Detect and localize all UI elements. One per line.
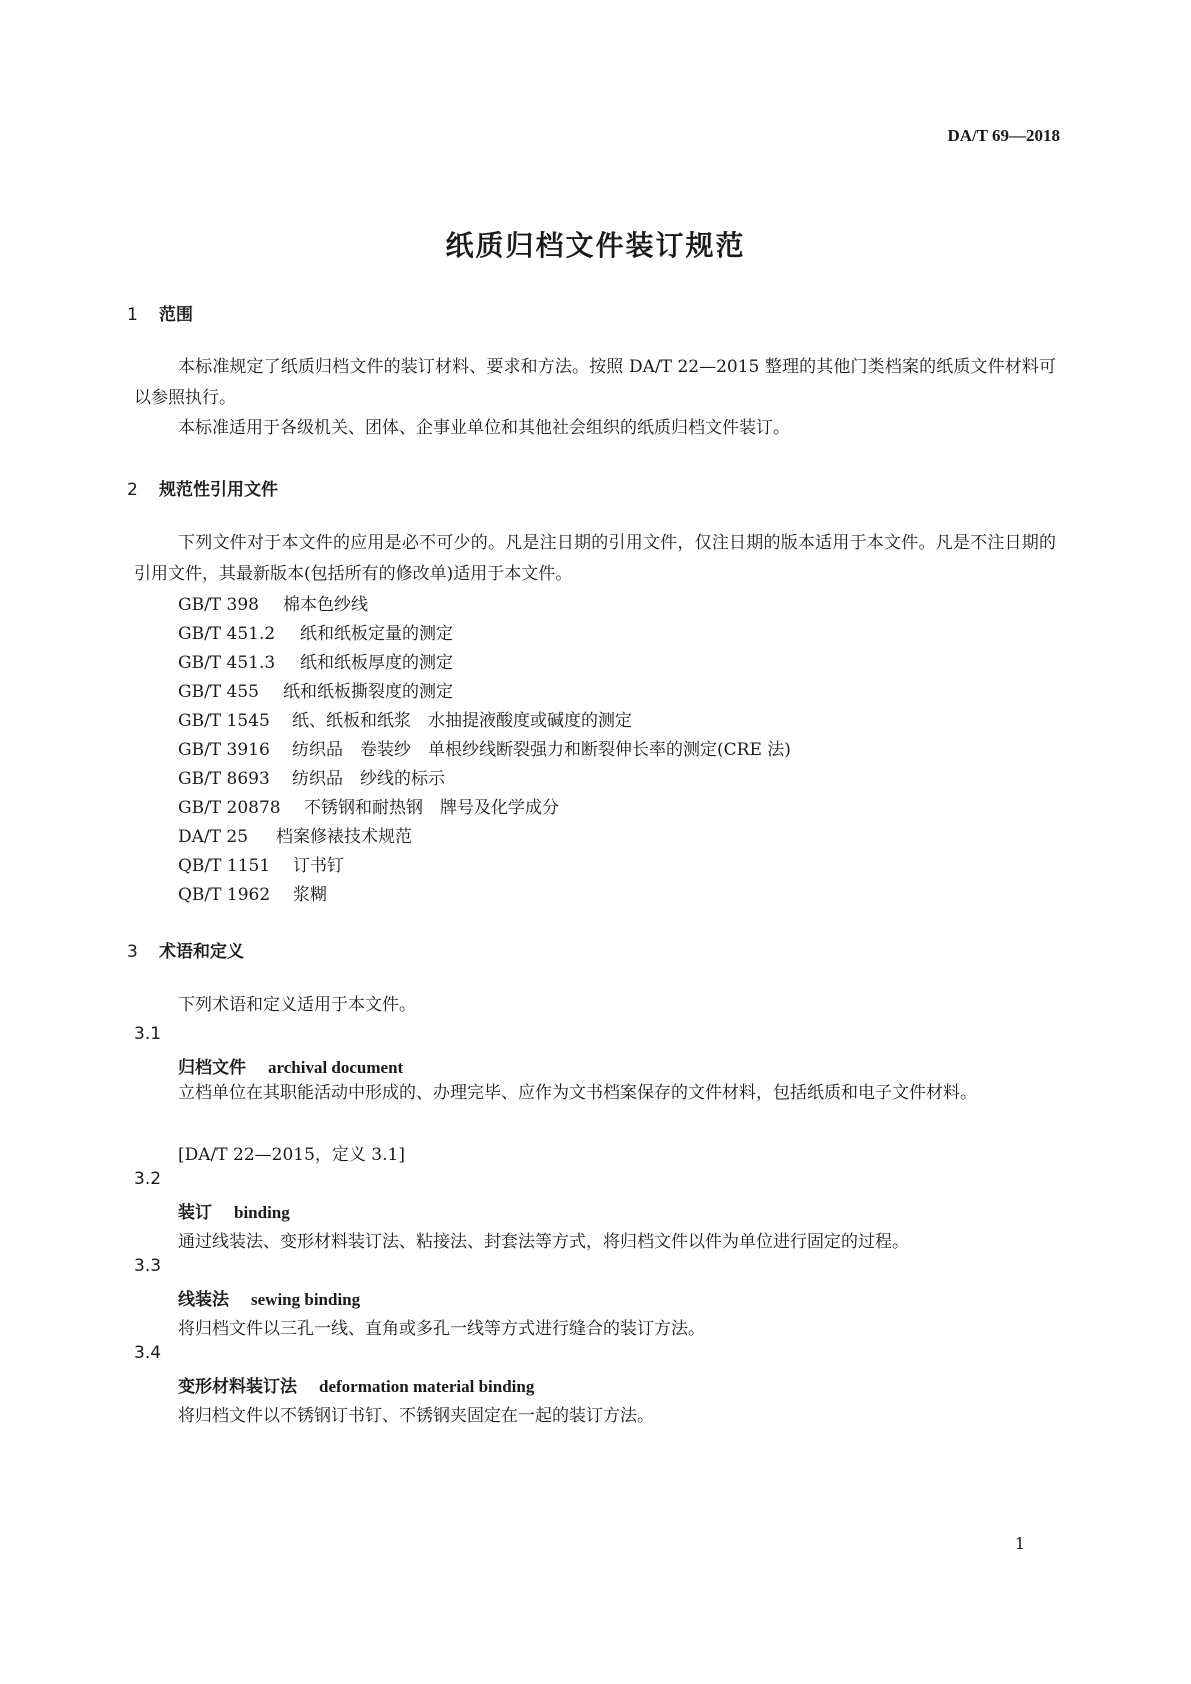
page-title: 纸质归档文件装订规范 [445, 229, 746, 262]
term-definition: 将归档文件以三孔一线、直角或多孔一线等方式进行缝合的装订方法。 [178, 1319, 705, 1339]
reference-code: QB/T 1962 [178, 885, 271, 905]
reference-title: 不锈钢和耐热钢 牌号及化学成分 [304, 798, 559, 818]
reference-code: GB/T 3916 [178, 740, 270, 760]
reference-item [178, 619, 453, 644]
reference-code: GB/T 1545 [178, 711, 270, 731]
reference-item [178, 764, 445, 789]
section-number: 2 [127, 480, 138, 500]
section-number: 3 [127, 942, 138, 962]
reference-title: 档案修裱技术规范 [276, 827, 412, 847]
reference-code: GB/T 451.3 [178, 653, 276, 673]
reference-code: GB/T 451.2 [178, 624, 276, 644]
reference-title: 纸和纸板撕裂度的测定 [283, 682, 453, 702]
term-heading [178, 1053, 403, 1078]
section-title: 范围 [159, 305, 193, 325]
reference-item [178, 590, 368, 615]
reference-item [178, 735, 791, 760]
paragraph: 本标准规定了纸质归档文件的装订材料、要求和方法。按照 DA/T 22—2015 整理的其他门类档案的纸质文件材料可以参照执行。 [134, 357, 1056, 408]
term-heading [178, 1372, 534, 1397]
section-number: 1 [127, 305, 138, 325]
reference-title: 订书钉 [293, 856, 344, 876]
paragraph: 本标准适用于各级机关、团体、企事业单位和其他社会组织的纸质归档文件装订。 [178, 418, 790, 438]
term-en: binding [234, 1203, 290, 1222]
clause-number: 3.1 [134, 1024, 162, 1044]
reference-item [178, 822, 412, 847]
reference-code: QB/T 1151 [178, 856, 271, 876]
clause-number: 3.3 [134, 1256, 162, 1276]
section-heading [127, 300, 193, 325]
section-title: 术语和定义 [159, 942, 244, 962]
reference-code: DA/T 25 [178, 827, 249, 847]
reference-item [178, 880, 327, 905]
reference-item [178, 677, 453, 702]
term-heading [178, 1198, 290, 1223]
section-heading [127, 937, 244, 962]
reference-title: 纺织品 卷装纱 单根纱线断裂强力和断裂伸长率的测定(CRE 法) [292, 740, 791, 760]
term-definition: 将归档文件以不锈钢订书钉、不锈钢夹固定在一起的装订方法。 [178, 1406, 654, 1426]
clause-number: 3.2 [134, 1169, 162, 1189]
section-heading [127, 475, 278, 500]
term-zh: 归档文件 [178, 1058, 246, 1078]
standard-code: DA/T 69—2018 [947, 126, 1060, 145]
reference-title: 纸和纸板定量的测定 [300, 624, 453, 644]
reference-title: 棉本色纱线 [283, 595, 368, 615]
term-heading [178, 1285, 360, 1310]
reference-title: 浆糊 [293, 885, 327, 905]
section-title: 规范性引用文件 [159, 480, 278, 500]
reference-code: GB/T 8693 [178, 769, 270, 789]
reference-item [178, 851, 344, 876]
term-source: [DA/T 22—2015，定义 3.1] [178, 1145, 405, 1165]
term-en: deformation material binding [319, 1377, 535, 1396]
reference-title: 纸和纸板厚度的测定 [300, 653, 453, 673]
term-zh: 装订 [178, 1203, 212, 1223]
reference-code: GB/T 398 [178, 595, 259, 615]
clause-number: 3.4 [134, 1343, 162, 1363]
term-en: sewing binding [251, 1290, 361, 1309]
paragraph: 下列文件对于本文件的应用是必不可少的。凡是注日期的引用文件，仅注日期的版本适用于本文件。凡是不注日期的引用文件，其最新版本(包括所有的修改单)适用于本文件。 [134, 533, 1056, 584]
reference-item [178, 648, 453, 673]
paragraph: 下列术语和定义适用于本文件。 [178, 995, 416, 1015]
term-en: archival document [268, 1058, 404, 1077]
term-definition: 立档单位在其职能活动中形成的、办理完毕、应作为文书档案保存的文件材料，包括纸质和电子文件材料。 [178, 1083, 977, 1103]
reference-title: 纸、纸板和纸浆 水抽提液酸度或碱度的测定 [292, 711, 632, 731]
page-number: 1 [1014, 1534, 1025, 1553]
term-zh: 线装法 [178, 1290, 229, 1310]
reference-title: 纺织品 纱线的标示 [292, 769, 445, 789]
reference-code: GB/T 20878 [178, 798, 281, 818]
reference-code: GB/T 455 [178, 682, 259, 702]
term-definition: 通过线装法、变形材料装订法、粘接法、封套法等方式，将归档文件以件为单位进行固定的过程。 [178, 1232, 909, 1252]
reference-item [178, 706, 632, 731]
term-zh: 变形材料装订法 [178, 1377, 297, 1397]
reference-item [178, 793, 559, 818]
